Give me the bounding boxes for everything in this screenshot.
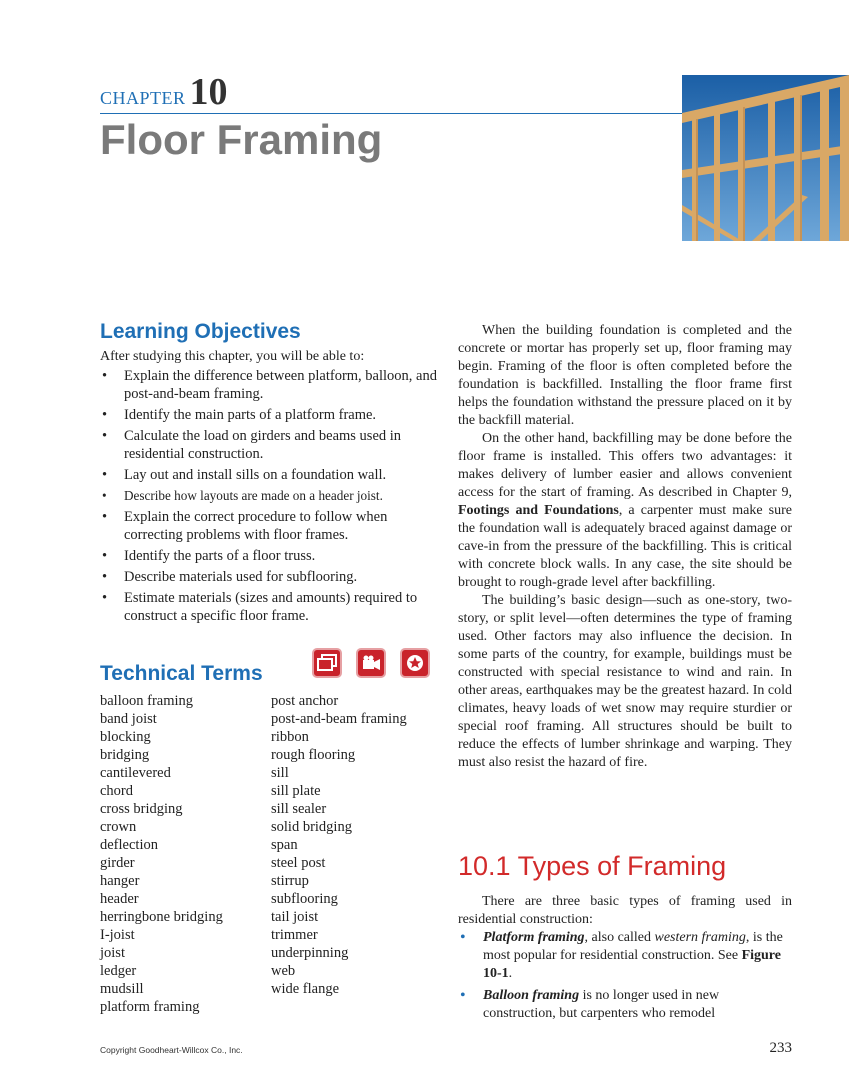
chapter-reference: Footings and Foundations xyxy=(458,503,619,518)
term: blocking xyxy=(100,729,151,745)
term: crown xyxy=(100,819,137,835)
term: hanger xyxy=(100,873,140,889)
term: mudsill xyxy=(100,981,144,997)
term: sill xyxy=(271,765,289,781)
page-number: 233 xyxy=(769,1040,792,1056)
term: tail joist xyxy=(271,909,319,925)
objectives-lead: After studying this chapter, you will be able to: xyxy=(100,349,365,364)
term: post-and-beam framing xyxy=(271,711,407,727)
slides-icon[interactable] xyxy=(312,648,342,678)
objectives-list xyxy=(100,367,440,628)
term: girder xyxy=(100,855,135,871)
term: cross bridging xyxy=(100,801,183,817)
term: joist xyxy=(100,945,125,961)
copyright: Copyright Goodheart-Willcox Co., Inc. xyxy=(100,1045,243,1055)
term: deflection xyxy=(100,837,158,853)
technical-terms-heading: Technical Terms xyxy=(100,662,263,685)
term: ledger xyxy=(100,963,137,979)
term: post anchor xyxy=(271,693,339,709)
chapter-title: Floor Framing xyxy=(100,116,383,163)
paragraph: On the other hand, backfilling may be done before the floor frame is installed. This offers two advantages: it makes delivery of lumber easier and allows convenient access for the start of framing. As described in Chapter 9, Footings and Foundations, a carpenter must make sure the foundation wall is adequately braced against damage or cave-in from the pressure of the backfilling. This is critical with concrete block walls. In any case, the site should be brought to rough-grade level after backfilling. xyxy=(458,431,793,590)
framing-type-item: • Balloon framing is no longer used in new construction, but carpenters who remodel xyxy=(458,987,792,1023)
term: subflooring xyxy=(271,891,338,907)
objective-item: • Estimate materials (sizes and amounts) required to construct a specific floor frame. xyxy=(100,589,440,625)
objective-item: • Identify the parts of a floor truss. xyxy=(100,547,440,565)
objective-item: • Calculate the load on girders and beams used in residential construction. xyxy=(100,427,440,463)
framing-types-list xyxy=(458,929,792,1027)
framing-type-item: • Platform framing, also called western framing, is the most popular for residential construction. See Figure 10-1. xyxy=(458,929,792,983)
chapter-word: CHAPTER xyxy=(100,88,186,108)
term: sill sealer xyxy=(271,801,327,817)
term: band joist xyxy=(100,711,157,727)
body-text xyxy=(458,322,792,772)
framing-photo xyxy=(682,75,849,241)
objective-item: • Explain the difference between platform, balloon, and post-and-beam framing. xyxy=(100,367,440,403)
chapter-label xyxy=(100,70,228,114)
term: I-joist xyxy=(100,927,135,943)
badge-icon[interactable] xyxy=(400,648,430,678)
term: underpinning xyxy=(271,945,349,961)
term: steel post xyxy=(271,855,326,871)
term: web xyxy=(271,963,296,979)
term: chord xyxy=(100,783,134,799)
paragraph: When the building foundation is completed and the concrete or mortar has properly set up, floor framing may begin. Framing of the floor is often completed before the foundation is backfilled. Installing the floor frame first helps the foundation withstand the pressure placed on it by the backfill material. xyxy=(458,323,792,428)
term: solid bridging xyxy=(271,819,352,835)
objective-item: • Lay out and install sills on a foundation wall. xyxy=(100,466,440,484)
term: header xyxy=(100,891,139,907)
learning-objectives-heading: Learning Objectives xyxy=(100,320,301,343)
term: herringbone bridging xyxy=(100,909,223,925)
objective-item: • Describe materials used for subflooring. xyxy=(100,568,440,586)
terms-column-1 xyxy=(100,692,223,1016)
term: span xyxy=(271,837,298,853)
objective-item: • Explain the correct procedure to follow when correcting problems with floor frames. xyxy=(100,508,440,544)
term: trimmer xyxy=(271,927,318,943)
section-title: 10.1 Types of Framing xyxy=(458,851,727,881)
objective-item: • Identify the main parts of a platform frame. xyxy=(100,406,440,424)
term: bridging xyxy=(100,747,150,763)
resource-icons xyxy=(312,648,430,678)
figure-reference: Figure 10-1 xyxy=(483,948,781,981)
header-rule xyxy=(100,113,682,114)
objective-item: • Describe how layouts are made on a header joist. xyxy=(100,487,440,505)
paragraph: The building’s basic design—such as one-story, two-story, or split level—often determines the type of framing used. Other factors may also influence the decision. In some parts of the country, for example, buildings must be constructed with special resistance to wind and rain. In other areas, earthquakes may be the greatest hazard. In cold climates, heavy loads of wet snow may require sturdier or special roof framing. All structures should be built to reduce the effects of lumber shrinkage and warping. They must also resist the hazard of fire. xyxy=(458,593,792,770)
term: stirrup xyxy=(271,873,309,889)
term: wide flange xyxy=(271,981,340,997)
terms-column-2 xyxy=(271,692,407,998)
term: balloon framing xyxy=(100,693,194,709)
term: rough flooring xyxy=(271,747,356,763)
chapter-number: 10 xyxy=(189,71,228,113)
video-icon[interactable] xyxy=(356,648,386,678)
term: sill plate xyxy=(271,783,321,799)
term: cantilevered xyxy=(100,765,171,781)
term: ribbon xyxy=(271,729,309,745)
section-intro: There are three basic types of framing used in residential construction: xyxy=(458,894,792,927)
term: platform framing xyxy=(100,999,200,1015)
